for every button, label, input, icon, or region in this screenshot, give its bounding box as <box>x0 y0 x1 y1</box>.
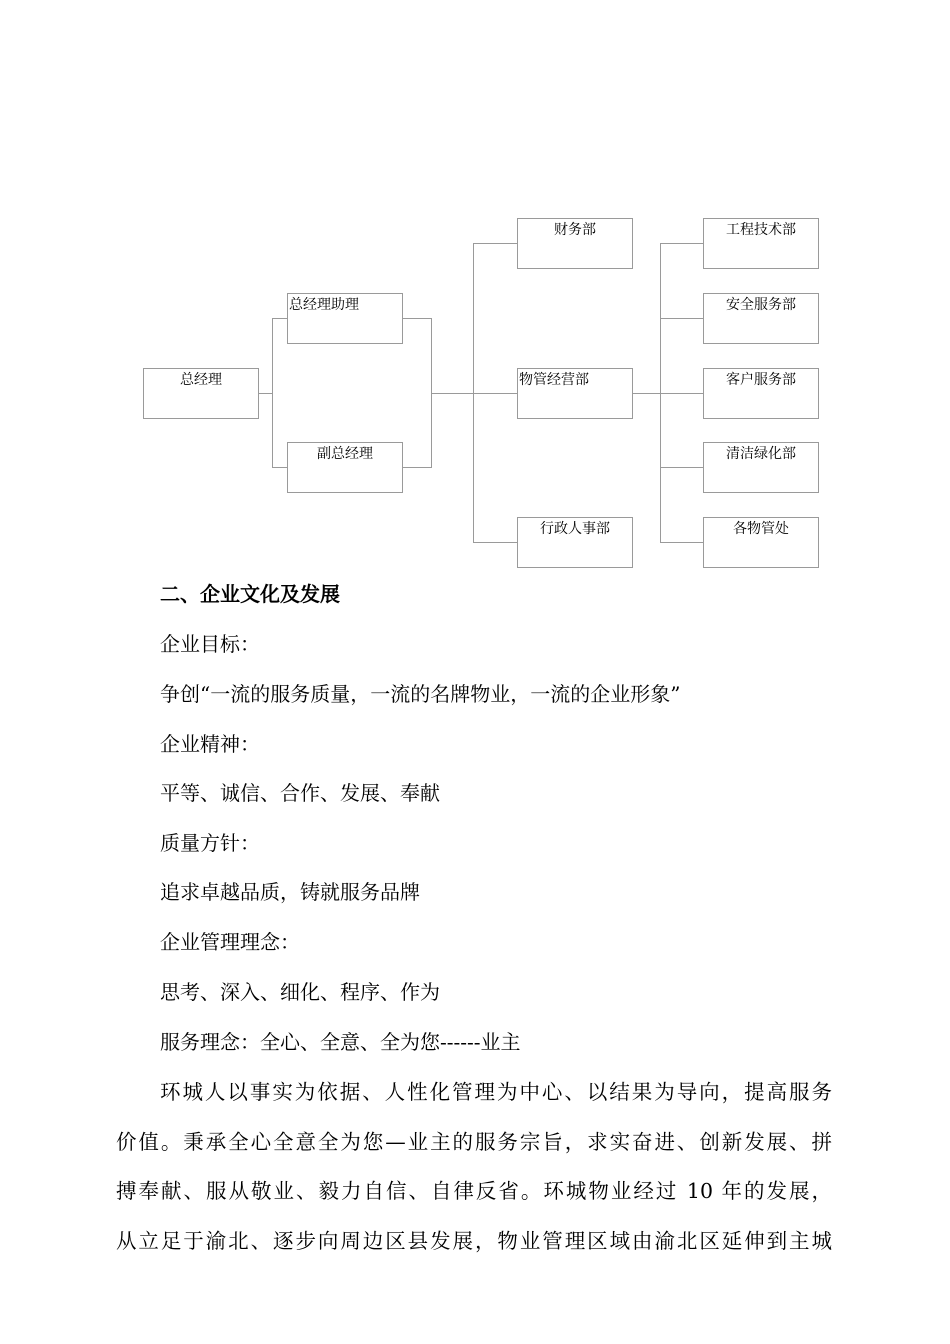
text-management-philosophy: 思考、深入、细化、程序、作为 <box>160 980 440 1004</box>
connector <box>272 318 287 319</box>
connector <box>431 393 473 394</box>
org-box-finance: 财务部 <box>517 218 633 269</box>
label-management-philosophy: 企业管理理念： <box>160 930 300 954</box>
connector <box>272 467 287 468</box>
org-box-property-offices: 各物管处 <box>703 517 819 568</box>
paragraph-line: 搏奉献、服从敬业、毅力自信、自律反省。环城物业经过 10 年的发展， <box>116 1179 832 1203</box>
connector <box>259 393 272 394</box>
connector <box>473 393 517 394</box>
org-box-security: 安全服务部 <box>703 293 819 344</box>
connector <box>660 542 703 543</box>
connector <box>473 243 517 244</box>
connector <box>660 393 703 394</box>
org-box-property-operations: 物管经营部 <box>517 368 633 419</box>
org-box-cleaning-greening: 清洁绿化部 <box>703 442 819 493</box>
org-box-customer-service: 客户服务部 <box>703 368 819 419</box>
connector <box>473 542 517 543</box>
connector <box>403 318 431 319</box>
connector <box>633 393 660 394</box>
org-box-engineering: 工程技术部 <box>703 218 819 269</box>
label-enterprise-goal: 企业目标： <box>160 632 260 656</box>
paragraph-line: 价值。秉承全心全意全为您—业主的服务宗旨，求实奋进、创新发展、拼 <box>116 1130 832 1154</box>
label-quality-policy: 质量方针： <box>160 831 260 855</box>
connector <box>660 467 703 468</box>
paragraph-line: 环城人以事实为依据、人性化管理为中心、以结果为导向，提高服务 <box>160 1080 832 1104</box>
connector <box>660 243 703 244</box>
text-enterprise-goal: 争创“一流的服务质量，一流的名牌物业，一流的企业形象” <box>160 682 681 706</box>
org-box-gm-assistant: 总经理助理 <box>287 293 403 344</box>
connector <box>272 318 273 468</box>
connector <box>403 467 431 468</box>
org-box-deputy-gm: 副总经理 <box>287 442 403 493</box>
text-quality-policy: 追求卓越品质，铸就服务品牌 <box>160 880 420 904</box>
text-enterprise-spirit: 平等、诚信、合作、发展、奉献 <box>160 781 440 805</box>
paragraph-line: 从立足于渝北、逐步向周边区县发展，物业管理区域由渝北区延伸到主城 <box>116 1229 832 1253</box>
connector <box>660 318 703 319</box>
org-box-general-manager: 总经理 <box>143 368 259 419</box>
section-heading: 二、企业文化及发展 <box>160 582 340 606</box>
org-box-admin-hr: 行政人事部 <box>517 517 633 568</box>
text-service-philosophy: 服务理念：全心、全意、全为您------业主 <box>160 1030 521 1054</box>
label-enterprise-spirit: 企业精神： <box>160 732 260 756</box>
